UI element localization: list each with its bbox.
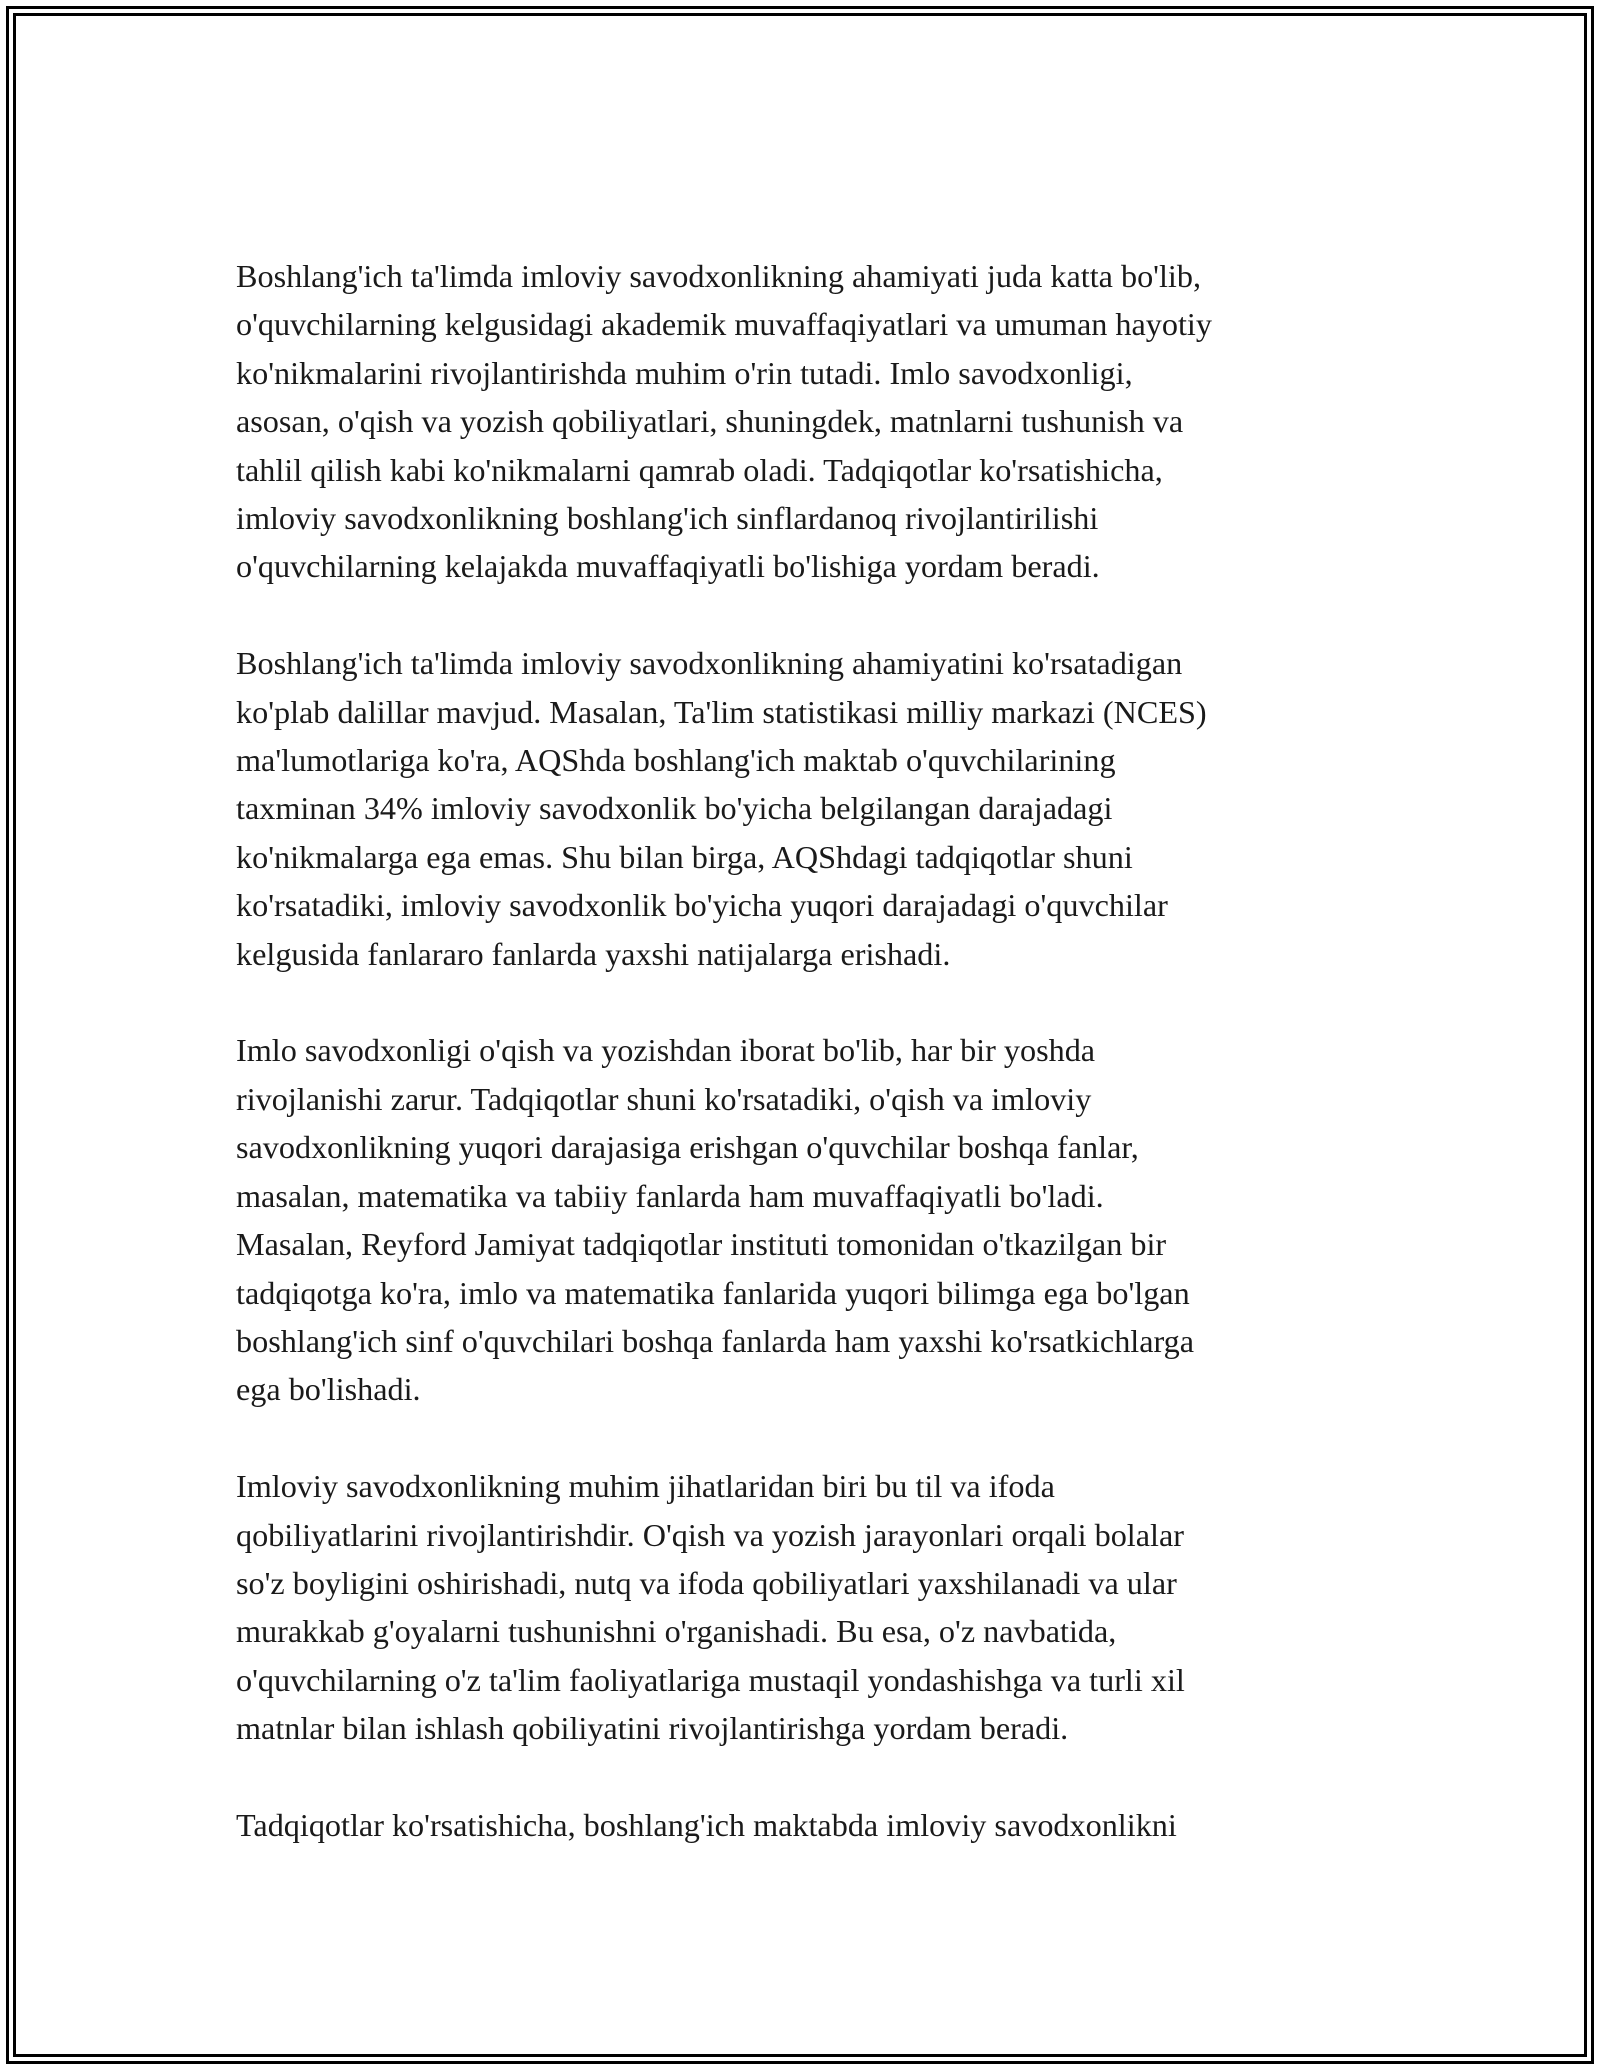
paragraph-3: Imlo savodxonligi o'qish va yozishdan iborat bo'lib, har bir yoshda rivojlanishi zarur. Tadqiqotlar shuni ko'rsatadiki, o'qish va imloviy savodxonlikning yuqori darajasiga erishgan o'quvchilar boshqa fanlar, masalan, matematika va tabiiy fanlarda ham muvaffaqiyatli bo'ladi. Masalan, Reyford Jamiyat tadqiqotlar instituti tomonidan o'tkazilgan bir tadqiqotga ko'ra, imlo va matematika fanlarida yuqori bilimga ega bo'lgan boshlang'ich sinf o'quvchilari boshqa fanlarda ham yaxshi ko'rsatkichlarga ega bo'lishadi. (236, 1032, 1195, 1408)
paragraph-1: Boshlang'ich ta'limda imloviy savodxonlikning ahamiyati juda katta bo'lib, o'quvchilarning kelgusidagi akademik muvaffaqiyatlari va umuman hayotiy ko'nikmalarini rivojlantirishda muhim o'rin tutadi. Imlo savodxonligi, asosan, o'qish va yozish qobiliyatlari, shuningdek, matnlarni tushunish va tahlil qilish kabi ko'nikmalarni qamrab oladi. Tadqiqotlar ko'rsatishicha, imloviy savodxonlikning boshlang'ich sinflardanoq rivojlantirilishi o'quvchilarning kelajakda muvaffaqiyatli bo'lishiga yordam beradi. (236, 258, 1212, 585)
document-body (236, 252, 1366, 1898)
paragraph-4: Imloviy savodxonlikning muhim jihatlaridan biri bu til va ifoda qobiliyatlarini rivojlantirishdir. O'qish va yozish jarayonlari orqali bolalar so'z boyligini oshirishadi, nutq va ifoda qobiliyatlari yaxshilanadi va ular murakkab g'oyalarni tushunishni o'rganishadi. Bu esa, o'z navbatida, o'quvchilarning o'z ta'lim faoliyatlariga mustaqil yondashishga va turli xil matnlar bilan ishlash qobiliyatini rivojlantirishga yordam beradi. (236, 1468, 1185, 1747)
paragraph-2: Boshlang'ich ta'limda imloviy savodxonlikning ahamiyatini ko'rsatadigan ko'plab dalillar mavjud. Masalan, Ta'lim statistikasi milliy markazi (NCES) ma'lumotlariga ko'ra, AQShda boshlang'ich maktab o'quvchilarining taxminan 34% imloviy savodxonlik bo'yicha belgilangan darajadagi ko'nikmalarga ega emas. Shu bilan birga, AQShdagi tadqiqotlar shuni ko'rsatadiki, imloviy savodxonlik bo'yicha yuqori darajadagi o'quvchilar kelgusida fanlararo fanlarda yaxshi natijalarga erishadi. (236, 645, 1207, 972)
paragraph-5: Tadqiqotlar ko'rsatishicha, boshlang'ich maktabda imloviy savodxonlikni (236, 1806, 1177, 1843)
